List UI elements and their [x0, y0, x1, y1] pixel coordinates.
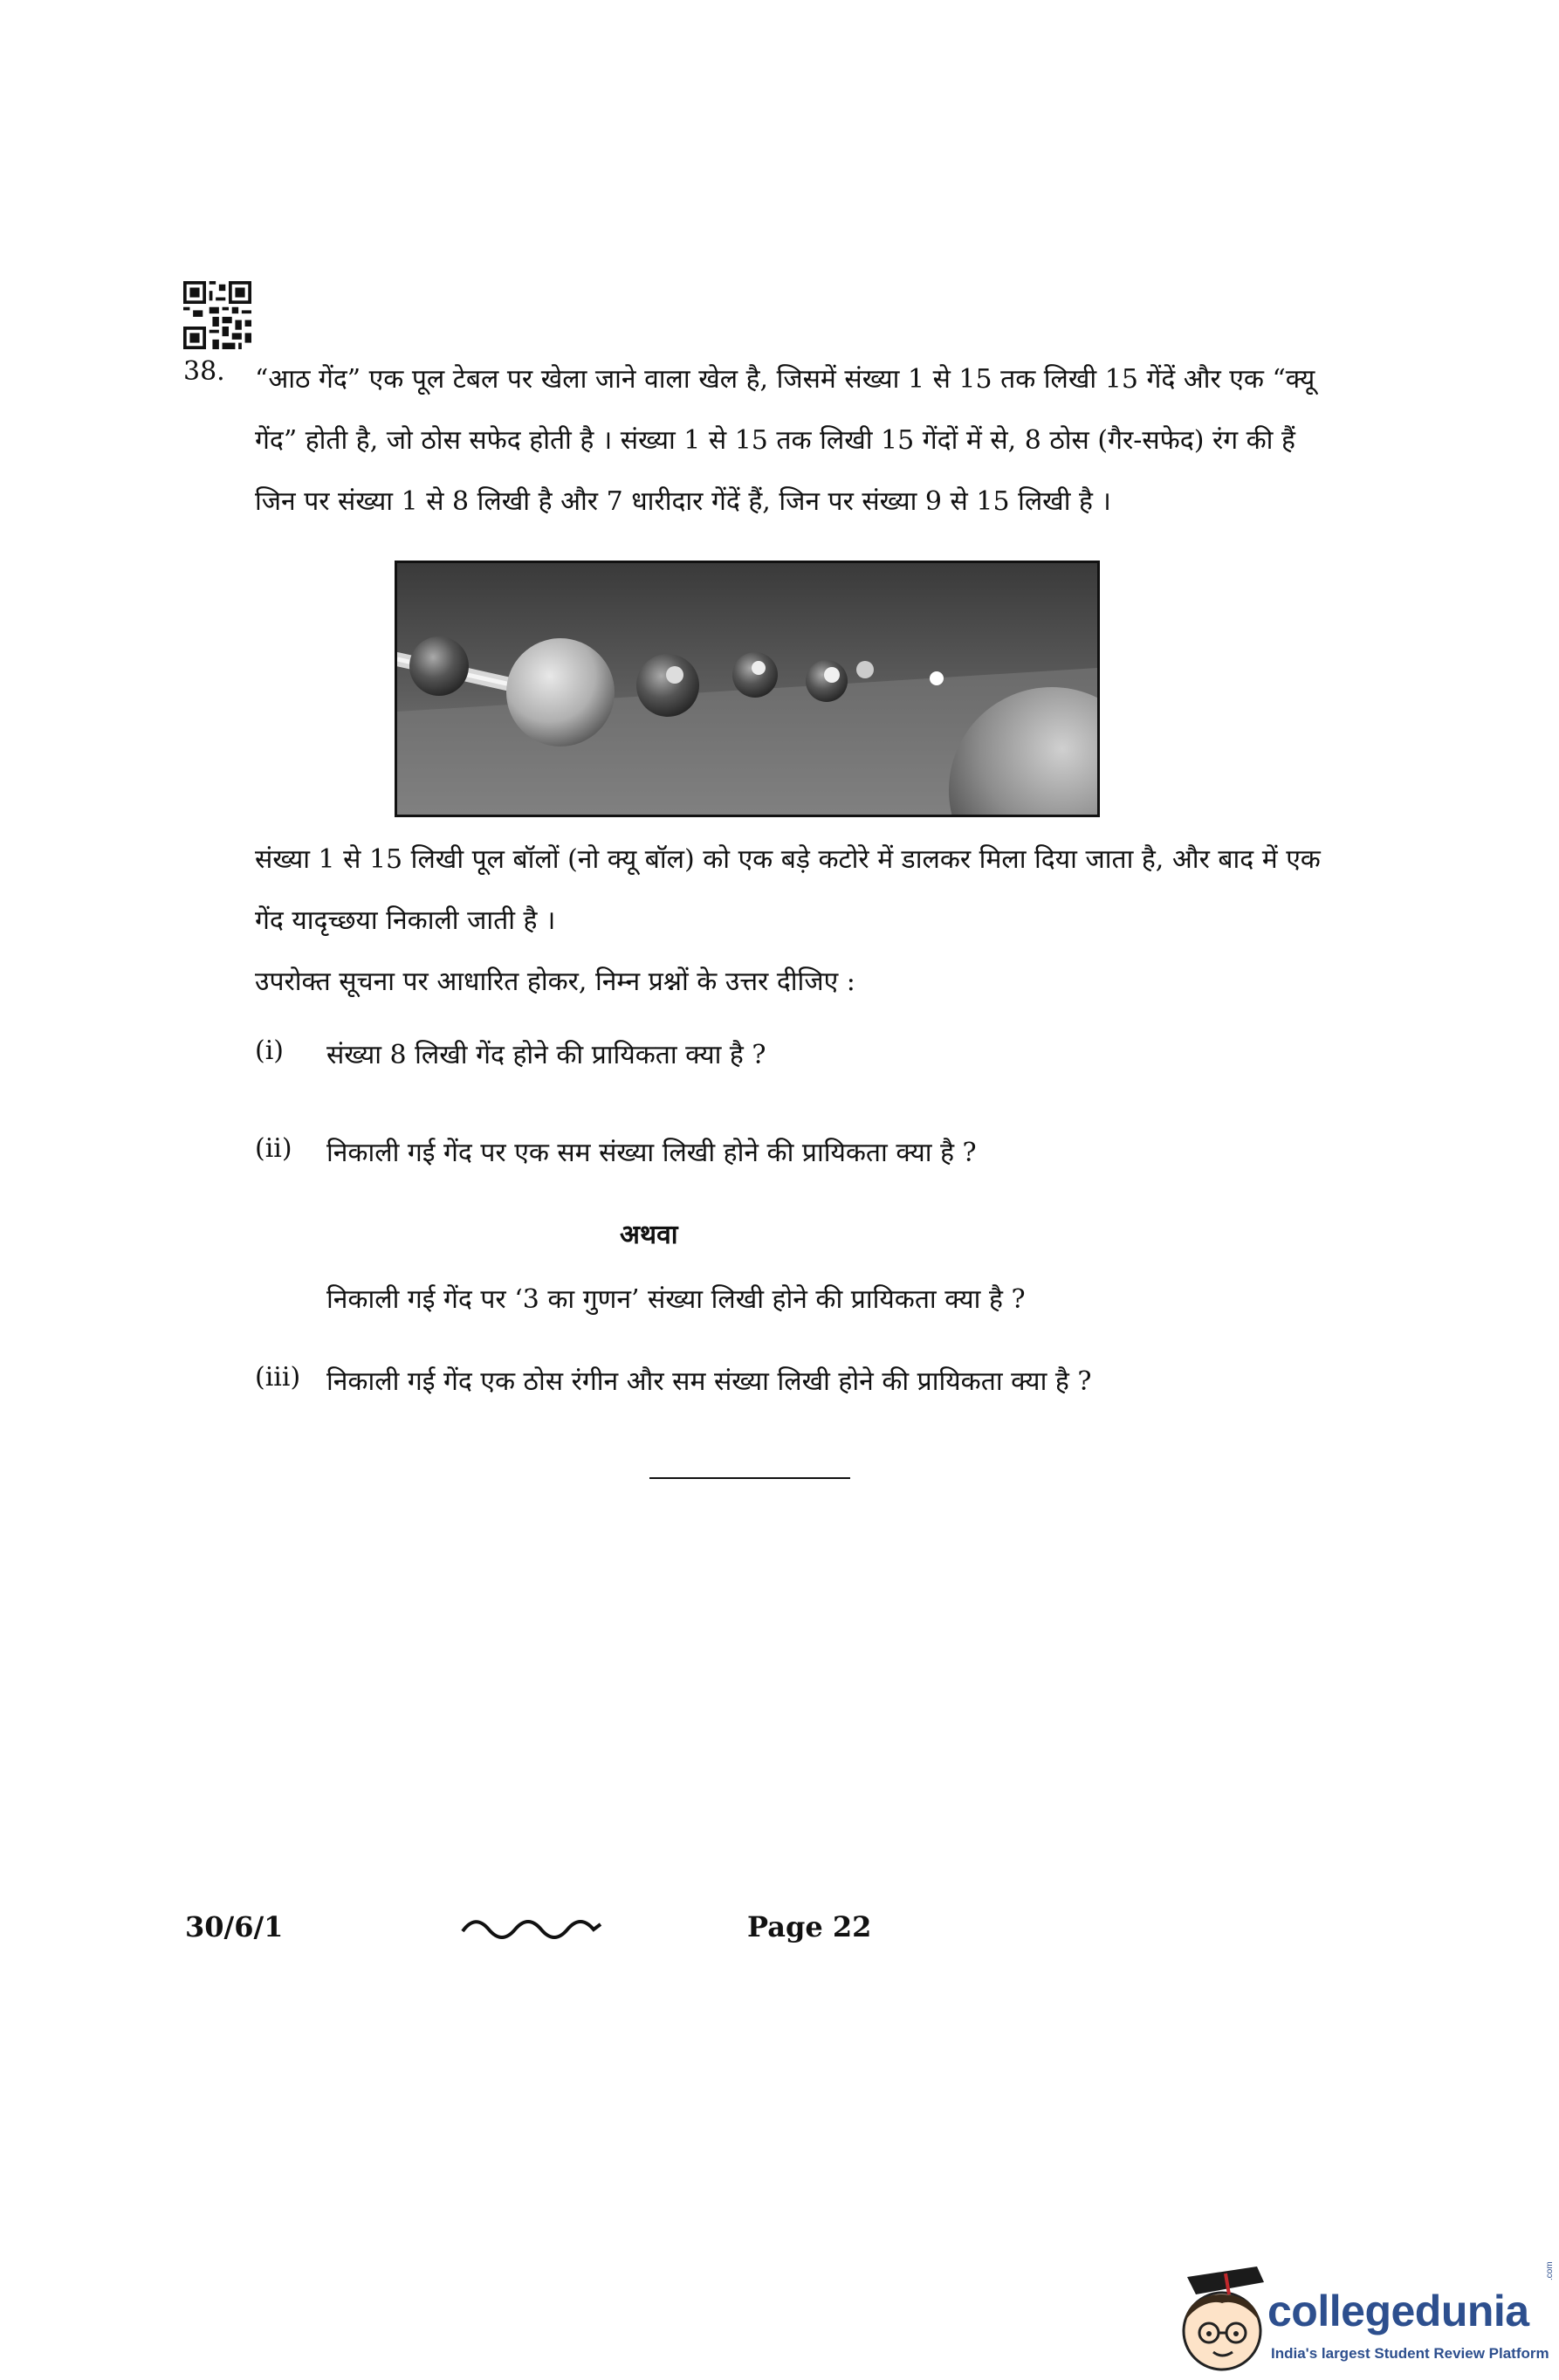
or-label: अथवा — [620, 1220, 678, 1250]
wave-divider-icon — [461, 1912, 602, 1943]
question-context: संख्या 1 से 15 लिखी पूल बॉलों (नो क्यू बॉल) को एक बड़े कटोरे में डालकर मिला दिया जाता है, और बाद में एक गेंद यादृच्छया निकाली जाती है । — [255, 844, 1321, 936]
question-instruction: उपरोक्त सूचना पर आधारित होकर, निम्न प्रश्नों के उत्तर दीजिए : — [255, 966, 855, 997]
sub-question-text: निकाली गई गेंद एक ठोस रंगीन और सम संख्या लिखी होने की प्रायिकता क्या है ? — [326, 1366, 1092, 1397]
paper-code: 30/6/1 — [185, 1910, 284, 1943]
end-of-question-rule — [649, 1477, 850, 1479]
sub-question-text: निकाली गई गेंद पर एक सम संख्या लिखी होने की प्रायिकता क्या है ? — [326, 1138, 977, 1168]
watermark-tagline: India's largest Student Review Platform — [1271, 2345, 1549, 2362]
sub-question-label: (iii) — [255, 1362, 301, 1393]
qr-code-icon — [183, 281, 251, 349]
sub-question-text: संख्या 8 लिखी गेंद होने की प्रायिकता क्या है ? — [326, 1040, 766, 1070]
question-number: 38. — [183, 356, 225, 387]
alternative-question: निकाली गई गेंद पर ‘3 का गुणन’ संख्या लिखी होने की प्रायिकता क्या है ? — [326, 1284, 1026, 1315]
sub-question-label: (ii) — [255, 1133, 292, 1164]
watermark-name: collegedunia — [1267, 2287, 1529, 2335]
page-number: Page 22 — [747, 1910, 872, 1943]
billiard-balls-photo — [395, 561, 1100, 817]
sub-question-label: (i) — [255, 1035, 285, 1066]
watermark-suffix: .com — [1545, 2261, 1555, 2280]
question-intro: “आठ गेंद” एक पूल टेबल पर खेला जाने वाला खेल है, जिसमें संख्या 1 से 15 तक लिखी 15 गेंदें और एक “क्यू गेंद” होती है, जो ठोस सफेद होती है । संख्या 1 से 15 तक लिखी 15 गेंदों में से, 8 ठोस (गैर-सफेद) रंग की हैं जिन पर संख्या 1 से 8 लिखी है और 7 धारीदार गेंदें हैं, जिन पर संख्या 9 से 15 लिखी है । — [255, 364, 1315, 517]
